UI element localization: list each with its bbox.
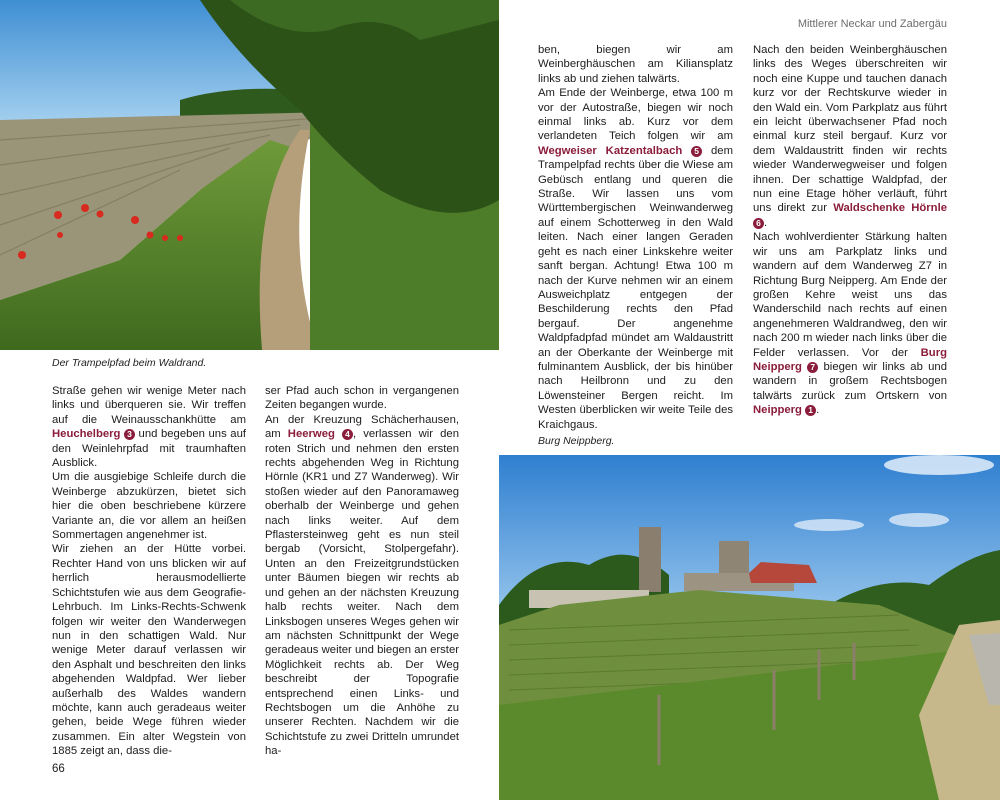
waypoint-katzentalbach: Wegweiser Katzentalbach xyxy=(538,144,683,157)
text-column-4 xyxy=(753,43,947,418)
waypoint-number-badge: 5 xyxy=(691,146,702,157)
paragraph: Um die ausgiebige Schleife durch die Weinberge abzukürzen, bietet sich hier die oben beschriebene kürzere Variante an, die vor allem an heißen Sommertagen angenehmer ist. xyxy=(52,471,246,542)
waypoint-heuchelberg: Heuchelberg xyxy=(52,428,121,441)
page-number: 66 xyxy=(52,763,65,775)
waypoint-number-badge: 6 xyxy=(753,218,764,229)
paragraph: An der Kreuzung Schächerhausen, am Heerweg 4 , verlassen wir den roten Strich und nehmen den ersten rechts abgehenden Weg in Richtung Hörnle (KR1 und Z7 Wanderweg). Wir stoßen wieder auf den Panoramaweg oberhalb der Weinberge und gehen nach links weiter. Auf dem Pflastersteinweg geht es nun steil bergab (Vorsicht, Stolpergefahr). Unten an den Freizeitgrundstücken unter Bäumen biegen wir rechts ab und gehen an der nächsten Kreuzung halb rechts weiter. Nach dem Linksbogen unseres Weges gehen wir am nächsten Schnittpunkt der Wege geradeaus weiter und biegen an erster Möglichkeit rechts ab. Der Weg beschreibt der Topografie entsprechend einen Links- und Rechtsbogen um die Anhöhe zu unserer Rechten. Nachdem wir die Schichtstufe zu zwei Dritteln umrundet ha- xyxy=(265,413,459,758)
castle-photo xyxy=(499,455,1000,800)
castle-photo-caption: Burg Neippberg. xyxy=(538,435,615,447)
waypoint-heerweg: Heerweg xyxy=(287,428,335,441)
trail-photo xyxy=(0,0,499,350)
paragraph: Am Ende der Weinberge, etwa 100 m vor der Autostraße, biegen wir noch einmal links ab. Kurz vor dem verlandeten Teich folgen wir am Wegweiser Katzentalbach 5 dem Trampelpfad rechts über die Wiese am Gebüsch entlang und queren die Straße. Wir lassen uns vom Württembergischen Weinwanderweg auf einem Schotterweg in den Wald leiten. Nach einer langen Geraden geht es nach einer Linkskehre weiter sanft bergan. Achtung! Etwa 100 m nach der Kurve nehmen wir an einem Ausweichplatz entgegen der Beschilderung rechts den Pfad bergauf. Der angenehme Waldpfadpfad mündet am Waldaustritt an der Oberkante der Weinberge mit fulminantem Ausblick, der bis hinüber nach Heilbronn und zu den Löwensteiner Bergen reicht. Im Westen überblicken wir weite Teile des Kraichgaus. xyxy=(538,87,733,431)
waypoint-number-badge: 7 xyxy=(807,362,818,373)
paragraph: ser Pfad auch schon in vergangenen Zeiten begangen wurde. xyxy=(265,385,459,412)
waypoint-neipperg: Neipperg xyxy=(753,404,802,417)
paragraph: Straße gehen wir wenige Meter nach links und überqueren sie. Wir treffen auf die Weinausschankhütte am Heuchelberg 3 und begeben uns auf den Weinlehrpfad mit traumhaften Ausblick. xyxy=(52,385,246,470)
trail-photo-caption: Der Trampelpfad beim Waldrand. xyxy=(52,357,207,369)
paragraph: Wir ziehen an der Hütte vorbei. Rechter Hand von uns blicken wir auf herrlich herausmodellierte Schichtstufen wie aus dem Geografie-Lehrbuch. Im Links-Rechts-Schwenk folgen wir weiter den Wanderwegen nun in den schattigen Wald. Nur wenige Meter darauf verlassen wir den Asphalt und beschreiten den links abgehenden Waldpfad. Wer lieber außerhalb des Waldes wandern möchte, kann auch geradeaus weiter gehen, beide Wege führen wieder zusammen. Ein alter Wegstein von 1885 zeigt an, dass die- xyxy=(52,543,246,758)
waypoint-number-badge: 1 xyxy=(805,405,816,416)
text-column-3 xyxy=(538,43,733,432)
waypoint-burg-neipperg: Burg Neipperg xyxy=(753,346,947,373)
waypoint-number-badge: 3 xyxy=(124,429,135,440)
text-column-2 xyxy=(265,384,459,759)
waypoint-number-badge: 4 xyxy=(342,429,353,440)
text-column-1 xyxy=(52,384,246,759)
waypoint-waldschenke-hoernle: Waldschenke Hörnle xyxy=(833,202,948,215)
paragraph: Nach den beiden Weinberghäuschen links des Weges überschreiten wir noch eine Kuppe und tauchen danach kurz vor der Rechtskurve wieder in den Wald ein. Vom Parkplatz aus führt ein leicht überwachsener Pfad noch einmal kurz steil bergauf. Kurz vor dem Waldaustritt finden wir rechts wieder Wanderwegweiser und folgen ihnen. Der schattige Waldpfad, der nun eine Etage höher verläuft, führt uns direkt zur Waldschenke Hörnle 6 . xyxy=(753,44,948,229)
paragraph: ben, biegen wir am Weinberghäuschen am Kiliansplatz links ab und ziehen talwärts. xyxy=(538,44,733,85)
paragraph: Nach wohlverdienter Stärkung halten wir uns am Parkplatz links und wandern auf dem Wanderweg Z7 in Richtung Burg Neipperg. Am Ende der großen Kehre weist uns das Wanderschild nach rechts auf einen angenehmeren Waldrandweg, den wir nach 200 m wieder nach links über die Felder verlassen. Vor der Burg Neipperg 7 biegen wir links ab und wandern in großem Rechtsbogen talwärts zurück zum Ortskern von Neipperg 1 . xyxy=(753,231,948,417)
section-title: Mittlerer Neckar und Zabergäu xyxy=(797,18,947,30)
